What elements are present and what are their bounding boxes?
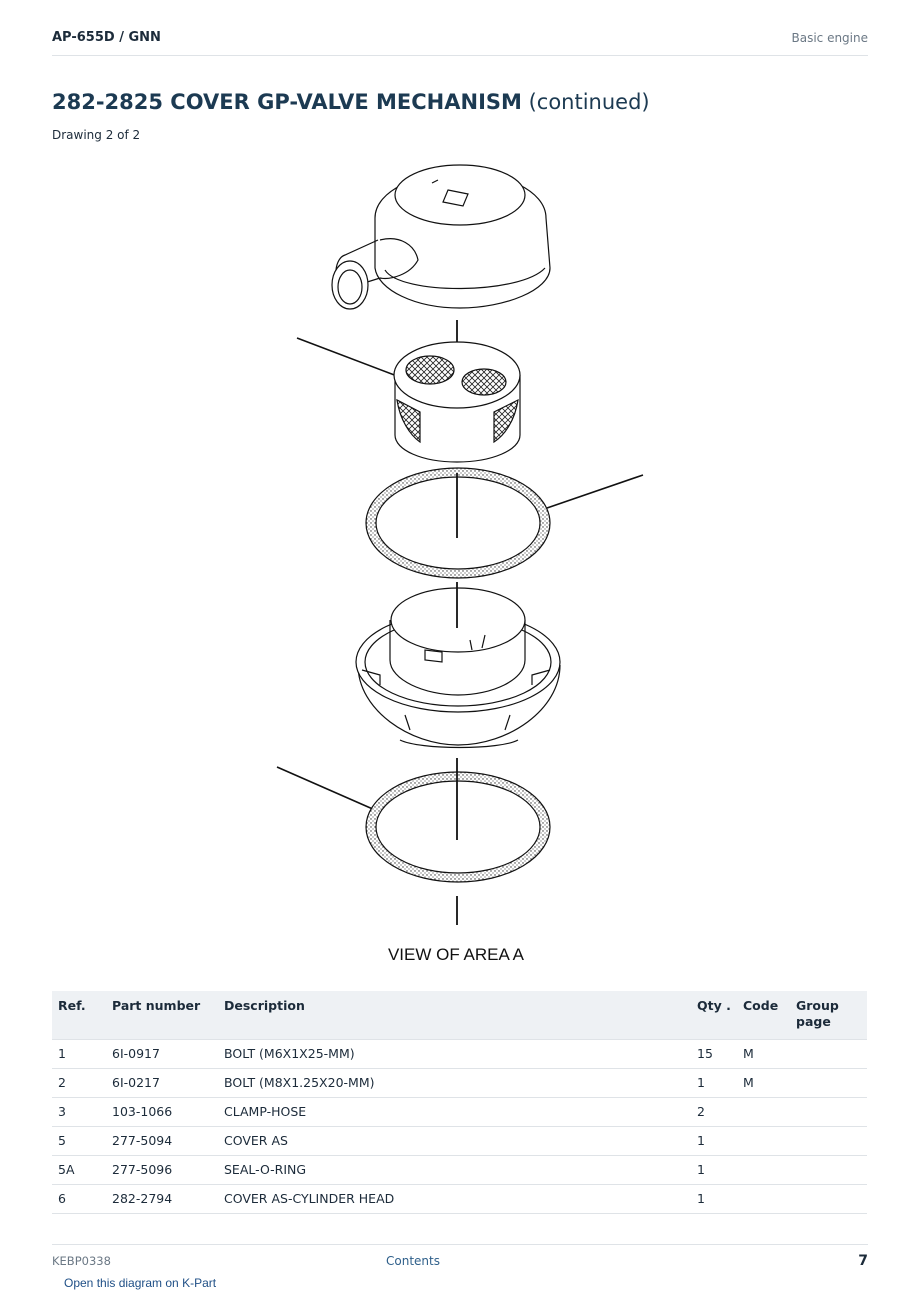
- page-header: [52, 28, 868, 56]
- col-part-number: Part number: [106, 991, 218, 1040]
- col-code: Code: [737, 991, 790, 1040]
- table-row: [52, 1040, 867, 1069]
- cell-ref: 5A: [52, 1156, 106, 1185]
- table-row: [52, 1185, 867, 1214]
- page-title: [52, 90, 650, 114]
- cell-ref: 2: [52, 1069, 106, 1098]
- col-group-page: Group page: [790, 991, 867, 1040]
- cell-description: SEAL-O-RING: [218, 1156, 691, 1185]
- cell-description: COVER AS: [218, 1127, 691, 1156]
- cell-code: M: [737, 1040, 790, 1069]
- cell-ref: 3: [52, 1098, 106, 1127]
- title-suffix: (continued): [528, 90, 650, 114]
- cell-qty: 1: [691, 1185, 737, 1214]
- cell-ref: 6: [52, 1185, 106, 1214]
- seal-ring-upper: [366, 468, 550, 578]
- cell-qty: 1: [691, 1156, 737, 1185]
- cell-ref: 5: [52, 1127, 106, 1156]
- col-description: Description: [218, 991, 691, 1040]
- document-code: KEBP0338: [52, 1254, 111, 1268]
- cell-part-number: 277-5094: [106, 1127, 218, 1156]
- cell-description: COVER AS-CYLINDER HEAD: [218, 1185, 691, 1214]
- page-number: 7: [858, 1253, 868, 1269]
- col-ref: Ref.: [52, 991, 106, 1040]
- col-qty: Qty .: [691, 991, 737, 1040]
- exploded-parts-drawing: [250, 150, 670, 980]
- cell-code: [737, 1156, 790, 1185]
- seal-ring-lower: [366, 772, 550, 882]
- cell-group-page: [790, 1156, 867, 1185]
- drawing-count: Drawing 2 of 2: [52, 128, 141, 142]
- valve-cover-base: [356, 588, 560, 748]
- drawing-caption: VIEW OF AREA A: [387, 945, 525, 964]
- page-footer: [52, 1244, 868, 1275]
- cell-group-page: [790, 1040, 867, 1069]
- cell-description: BOLT (M8X1.25X20-MM): [218, 1069, 691, 1098]
- cell-description: BOLT (M6X1X25-MM): [218, 1040, 691, 1069]
- cell-group-page: [790, 1069, 867, 1098]
- cell-qty: 15: [691, 1040, 737, 1069]
- cell-part-number: 6I-0217: [106, 1069, 218, 1098]
- cell-code: M: [737, 1069, 790, 1098]
- contents-link[interactable]: Contents: [386, 1254, 440, 1268]
- cell-group-page: [790, 1127, 867, 1156]
- cell-qty: 2: [691, 1098, 737, 1127]
- cell-part-number: 6I-0917: [106, 1040, 218, 1069]
- table-row: [52, 1156, 867, 1185]
- cell-code: [737, 1098, 790, 1127]
- cell-part-number: 282-2794: [106, 1185, 218, 1214]
- breather-cap: [332, 165, 550, 309]
- cell-part-number: 103-1066: [106, 1098, 218, 1127]
- cell-code: [737, 1185, 790, 1214]
- cell-group-page: [790, 1098, 867, 1127]
- table-row: [52, 1127, 867, 1156]
- cell-ref: 1: [52, 1040, 106, 1069]
- section-name: Basic engine: [791, 31, 868, 45]
- open-in-kpart-link[interactable]: Open this diagram on K-Part: [64, 1276, 217, 1290]
- table-row: [52, 1098, 867, 1127]
- cell-part-number: 277-5096: [106, 1156, 218, 1185]
- filter-element: [394, 342, 520, 462]
- cell-group-page: [790, 1185, 867, 1214]
- cell-qty: 1: [691, 1069, 737, 1098]
- title-main: 282-2825 COVER GP-VALVE MECHANISM: [52, 90, 522, 114]
- table-row: [52, 1069, 867, 1098]
- cell-qty: 1: [691, 1127, 737, 1156]
- parts-table: [52, 991, 867, 1214]
- cell-code: [737, 1127, 790, 1156]
- document-id: AP-655D / GNN: [52, 30, 161, 45]
- table-header-row: [52, 991, 867, 1040]
- cell-description: CLAMP-HOSE: [218, 1098, 691, 1127]
